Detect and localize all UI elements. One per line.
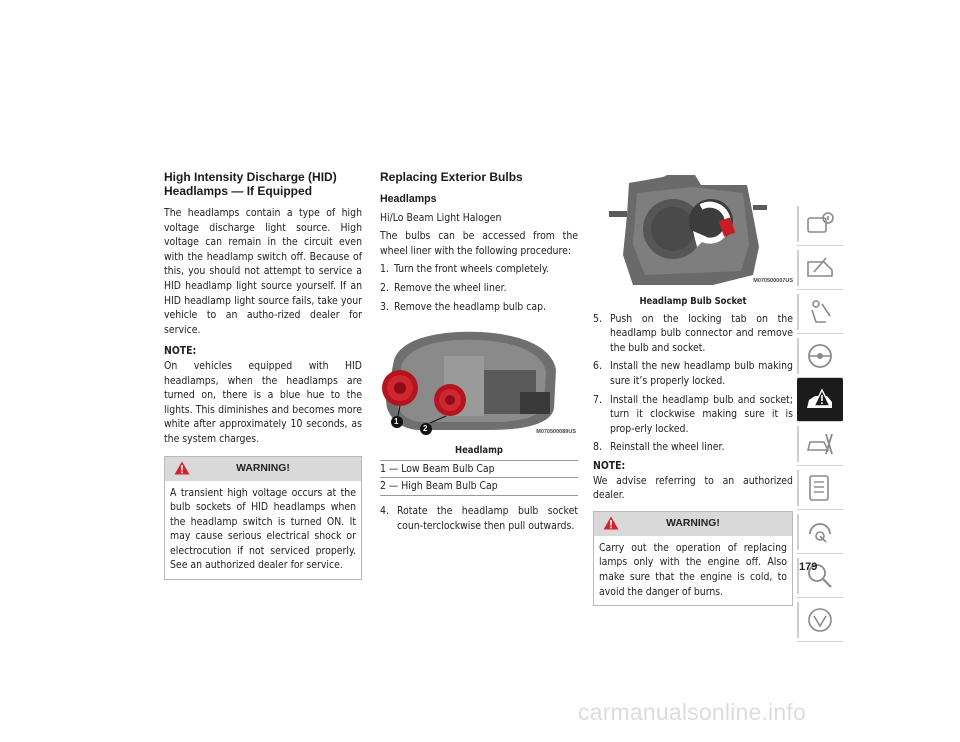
step-text: Turn the front wheels completely. <box>394 263 549 276</box>
procedure-intro: The bulbs can be accessed from the wheel liner with the following procedure: <box>380 230 578 257</box>
servicing-icon <box>804 428 836 460</box>
list-item <box>380 262 578 277</box>
step-number: 5. <box>593 312 602 325</box>
step-text: Push on the locking tab on the headlamp bulb connector and remove the bulb and socket. <box>610 312 793 354</box>
dashboard-icon <box>804 252 836 284</box>
step-text: Install the headlamp bulb and socket; turn it clockwise making sure it is prop-erly locked. <box>610 393 793 435</box>
warning-title: WARNING! <box>666 517 720 529</box>
step-number: 3. <box>380 300 389 313</box>
legend-item: 2 — High Beam Bulb Cap <box>380 477 578 495</box>
step-number: 8. <box>593 441 602 454</box>
safety-icon <box>804 296 836 328</box>
tab-specifications[interactable] <box>797 466 843 510</box>
warning-text: A transient high voltage occurs at the bulb sockets of HID headlamps when the headlamp switch is turned ON. It may cause serious electrical shock or electrocution if not serviced properly. See an authorized dealer for service. <box>170 486 356 572</box>
bulb-socket-figure <box>593 175 793 289</box>
bulb-socket-illustration <box>593 175 793 289</box>
hid-note-text: On vehicles equipped with HID headlamps, when the headlamps are turned on, there is a blue hue to the lights. This diminishes and becomes more white after approximately 10 seconds, as the system charges. <box>164 359 362 445</box>
page-number: 179 <box>799 561 818 573</box>
step-number: 6. <box>593 360 602 373</box>
column-replacing-bulbs <box>380 170 578 533</box>
subheading-headlamps: Headlamps <box>380 193 437 205</box>
figure-caption-socket: Headlamp Bulb Socket <box>639 296 747 307</box>
legend-divider <box>380 495 578 496</box>
tab-emergency[interactable] <box>797 378 843 422</box>
callout-1-label: 1 <box>394 417 399 427</box>
figure-code: M070500007US <box>753 278 793 285</box>
column-hid-headlamps <box>164 170 362 580</box>
warning-box-hid <box>164 456 362 581</box>
steps-list-3 <box>593 312 793 455</box>
figure-caption-headlamp: Headlamp <box>455 445 503 457</box>
tab-vehicle-info[interactable] <box>797 202 843 246</box>
list-item <box>380 281 578 296</box>
warning-triangle-icon <box>174 461 190 475</box>
step-number: 7. <box>593 393 602 406</box>
warning-text: Carry out the operation of replacing lamps only with the engine off. Also make sure that the engine is cold, to avoid the danger of burns. <box>599 541 787 598</box>
column-bulb-socket <box>593 175 793 606</box>
steps-list-1 <box>380 262 578 314</box>
list-item <box>593 440 793 455</box>
note-label: NOTE: <box>164 345 197 358</box>
step-number: 2. <box>380 281 389 294</box>
vehicle-info-icon <box>804 208 836 240</box>
step-number: 4. <box>380 504 389 517</box>
starting-driving-icon <box>804 340 836 372</box>
list-item <box>380 504 578 533</box>
chapter-tabs <box>797 202 843 642</box>
tab-starting-driving[interactable] <box>797 334 843 378</box>
step-text: Rotate the headlamp bulb socket coun-terclockwise then pull outwards. <box>397 504 578 532</box>
tab-dashboard[interactable] <box>797 246 843 290</box>
specifications-icon <box>804 472 836 504</box>
step-text: Reinstall the wheel liner. <box>610 441 725 454</box>
warning-title: WARNING! <box>236 462 290 474</box>
step-number: 1. <box>380 263 389 276</box>
step-text: Remove the headlamp bulb cap. <box>394 300 546 313</box>
tab-multimedia[interactable] <box>797 510 843 554</box>
list-item <box>593 312 793 356</box>
warning-triangle-icon <box>603 516 619 530</box>
section-heading-hid: High Intensity Discharge (HID) Headlamps — If Equipped <box>164 170 337 198</box>
emergency-icon <box>804 384 836 416</box>
hid-paragraph: The headlamps contain a type of high voltage discharge light source. High voltage can remain in the circuit even with the headlamp switch off. Because of this, you should not attempt to service a HID headlamp light source yourself. If an HID headlamp light source fails, take your vehicle to an autho-rized dealer for service. <box>164 207 362 336</box>
figure-code: M070500089US <box>536 428 576 435</box>
tab-servicing[interactable] <box>797 422 843 466</box>
note-label: NOTE: <box>593 459 626 472</box>
tab-safety[interactable] <box>797 290 843 334</box>
headlamp-figure <box>380 326 578 444</box>
watermark: carmanualsonline.info <box>578 699 806 725</box>
warning-box-engine <box>593 511 793 606</box>
warning-header <box>594 512 792 536</box>
warning-header <box>165 457 361 481</box>
list-item <box>593 393 793 437</box>
subtitle-halogen: Hi/Lo Beam Light Halogen <box>380 211 502 224</box>
languages-icon <box>804 604 836 636</box>
step-text: Install the new headlamp bulb making sure it’s properly locked. <box>610 360 793 387</box>
list-item <box>380 300 578 315</box>
tab-languages[interactable] <box>797 598 843 642</box>
list-item <box>593 359 793 388</box>
socket-note-text: We advise referring to an authorized dealer. <box>593 474 793 502</box>
step-text: Remove the wheel liner. <box>394 281 507 294</box>
legend-item: 1 — Low Beam Bulb Cap <box>380 460 578 478</box>
section-heading-replacing: Replacing Exterior Bulbs <box>380 170 523 184</box>
multimedia-icon <box>804 516 836 548</box>
steps-list-2 <box>380 504 578 533</box>
callout-2-label: 2 <box>423 424 428 434</box>
